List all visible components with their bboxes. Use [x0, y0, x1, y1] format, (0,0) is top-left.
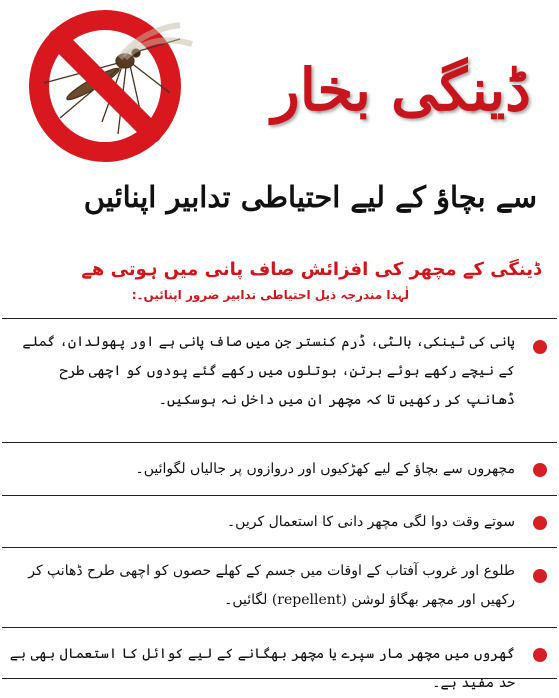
poster-title: ڈینگی بخار — [271, 56, 531, 124]
poster-subtitle: سے بچاؤ کے لیے احتیاطی تدابیر اپنائیں — [83, 180, 537, 214]
bullet-icon — [533, 516, 547, 530]
list-item-text: گھروں میں مچھر مار سپرے یا مچھر بھگانے کے لیے کوائل کا استعمال بھی بے حد مفید ہے۔ — [9, 646, 515, 691]
list-item — [2, 628, 557, 691]
list-item-text: مچھروں سے بچاؤ کے لیے کھڑکیوں اور دروازوں پر جالیاں لگوائیں۔ — [135, 461, 515, 477]
list-item — [2, 319, 557, 443]
list-item — [2, 443, 557, 496]
bullet-icon — [533, 648, 547, 662]
precautions-list — [2, 318, 557, 691]
no-mosquito-sign-icon — [4, 6, 210, 171]
list-item — [2, 548, 557, 628]
bullet-icon — [533, 340, 547, 354]
list-item — [2, 496, 557, 548]
warning-line: ڈینگی کے مچھر کی افزائش صاف پانی میں ہوتی ھے — [81, 259, 541, 280]
bullet-icon — [533, 569, 547, 583]
list-item-text: پانی کی ٹینکی، بالٹی، ڈرم کنستر جن میں صاف پانی ہے اور پھولدان، گملے کے نیچے رکھے ہوئے برتن، بوتلوں میں رکھے گئے پودوں کو اچھی طرح ڈھانپ کر رکھیں تا کہ مچھر ان میں داخل نہ ہوسکیں۔ — [22, 334, 515, 408]
list-item-text: سوتے وقت دوا لگی مچھر دانی کا استعمال کریں۔ — [226, 514, 515, 530]
bullet-icon — [533, 463, 547, 477]
list-item-text: طلوع اور غروب آفتاب کے اوقات میں جسم کے کھلے حصوں کو اچھی طرح ڈھانپ کر رکھیں اور مچھر بھگاؤ لوشن (repellent) لگائیں۔ — [28, 563, 515, 608]
instruction-line: لٰہذا مندرجہ ذیل احتیاطی تدابیر ضرور اپنائیں۔: — [131, 288, 409, 302]
